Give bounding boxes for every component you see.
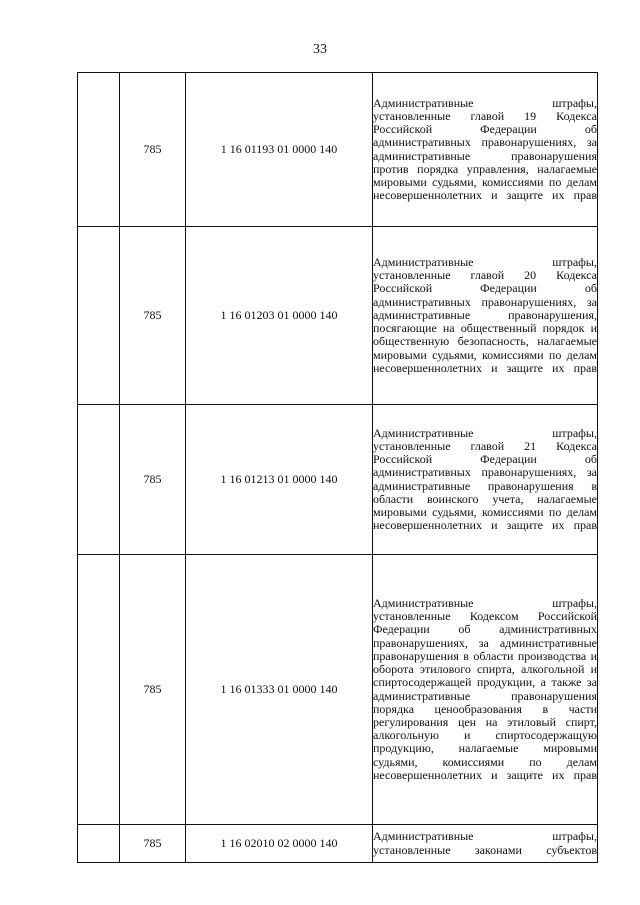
table-row: [78, 405, 598, 555]
empty-cell: [78, 405, 120, 555]
empty-cell: [78, 73, 120, 227]
name-text: Административные штрафы, установленные главой 21 Кодекса Российской Федерации об административных правонарушениях, за административные правонарушения в области воинского учета, налагаемые мировыми судьями, комиссиями по делам несовершеннолетних и защите их прав: [373, 425, 597, 533]
name-text: Административные штрафы, установленные главой 20 Кодекса Российской Федерации об административных правонарушениях, за административные правонарушения, посягающие на общественный порядок и общественную безопасность, налагаемые мировыми судьями, комиссиями по делам несовершеннолетних и защите их прав: [373, 255, 597, 375]
budget-classification-table: [77, 72, 598, 863]
name-cell: [373, 227, 598, 405]
name-cell: [373, 405, 598, 555]
table-row: [78, 73, 598, 227]
kbk-code-cell: 1 16 01213 01 0000 140: [186, 405, 373, 555]
table-row: [78, 825, 598, 863]
kbk-code-cell: 1 16 01203 01 0000 140: [186, 227, 373, 405]
admin-code-cell: 785: [120, 227, 186, 405]
name-cell: [373, 73, 598, 227]
admin-code-cell: 785: [120, 825, 186, 863]
name-text: Административные штрафы, установленные главой 19 Кодекса Российской Федерации об административных правонарушениях, за административные правонарушения против порядка управления, налагаемые мировыми судьями, комиссиями по делам несовершеннолетних и защите их прав: [373, 95, 597, 203]
kbk-code-cell: 1 16 01193 01 0000 140: [186, 73, 373, 227]
table-row: [78, 227, 598, 405]
table-row: [78, 555, 598, 825]
empty-cell: [78, 825, 120, 863]
kbk-code-cell: 1 16 01333 01 0000 140: [186, 555, 373, 825]
kbk-code-cell: 1 16 02010 02 0000 140: [186, 825, 373, 863]
admin-code-cell: 785: [120, 555, 186, 825]
name-text: Административные штрафы, установленные Кодексом Российской Федерации об административных правонарушениях, за административные правонарушения в области производства и оборота этилового спирта, алкогольной и спиртосодержащей продукции, а также за административные правонарушения порядка ценообразования в части регулирования цен на этиловый спирт, алкогольную и спиртосодержащую продукцию, налагаемые мировыми судьями, комиссиями по делам несовершеннолетних и защите их прав: [373, 596, 597, 782]
admin-code-cell: 785: [120, 405, 186, 555]
empty-cell: [78, 555, 120, 825]
name-cell: [373, 825, 598, 863]
name-text: Административные штрафы, установленные законами субъектов: [373, 829, 597, 857]
page-number: 33: [313, 42, 327, 57]
admin-code-cell: 785: [120, 73, 186, 227]
empty-cell: [78, 227, 120, 405]
name-cell: [373, 555, 598, 825]
